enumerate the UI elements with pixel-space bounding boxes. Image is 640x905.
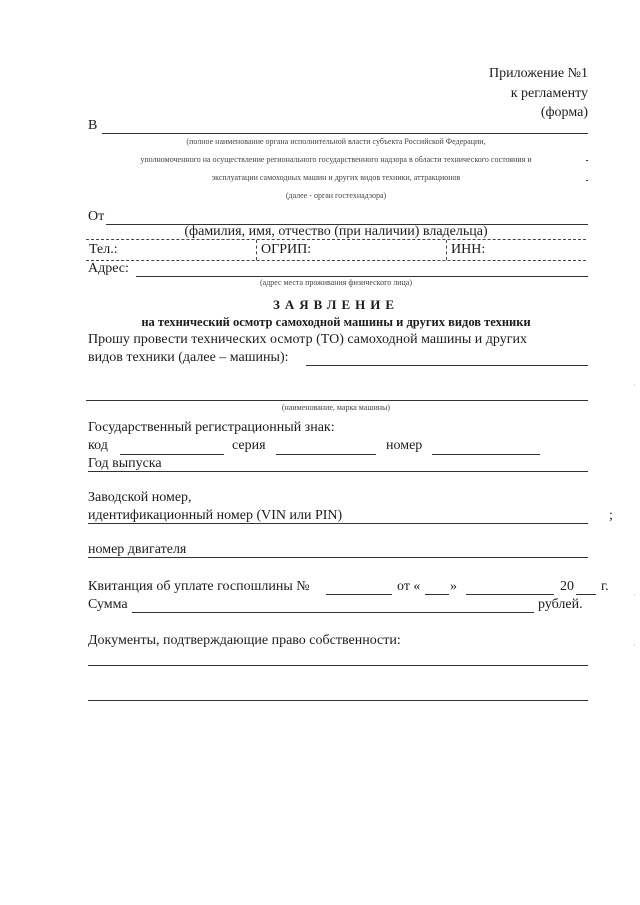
recipient-caption-1: (полное наименование органа исполнительной власти субъекта Российской Федерации, bbox=[186, 137, 486, 146]
receipt-month-field[interactable] bbox=[466, 594, 554, 595]
recipient-caption-2: уполномоченного на осуществление регионального государственного надзора в области технического состояния и bbox=[86, 155, 586, 164]
number-field[interactable] bbox=[432, 454, 540, 455]
sender-prefix: От bbox=[88, 209, 105, 224]
scan-edge-mark: · bbox=[633, 640, 636, 650]
contact-separator bbox=[446, 240, 447, 260]
registration-label: Государственный регистрационный знак: bbox=[88, 420, 335, 435]
address-label: Адрес: bbox=[88, 261, 129, 276]
inn-label: ИНН: bbox=[451, 242, 486, 257]
regulation-label: к регламенту bbox=[510, 86, 588, 101]
receipt-quote-close: » bbox=[450, 579, 457, 594]
sum-field[interactable] bbox=[132, 612, 534, 613]
sender-caption: (фамилия, имя, отчество (при наличии) владельца) bbox=[184, 224, 488, 239]
receipt-year-field[interactable] bbox=[576, 594, 596, 595]
engine-line[interactable] bbox=[88, 557, 588, 558]
recipient-prefix: В bbox=[88, 118, 98, 133]
vin-line[interactable] bbox=[88, 523, 588, 524]
scan-edge-mark: · bbox=[633, 590, 636, 600]
address-caption: (адрес места проживания физического лица) bbox=[259, 278, 412, 287]
code-label: код bbox=[88, 438, 108, 453]
vin-label: идентификационный номер (VIN или PIN) bbox=[88, 508, 343, 523]
receipt-from-label: от « bbox=[397, 579, 421, 594]
receipt-year-suffix: г. bbox=[601, 579, 609, 594]
series-label: серия bbox=[232, 438, 266, 453]
year-label: Год выпуска bbox=[88, 456, 162, 471]
factory-label: Заводской номер, bbox=[88, 490, 192, 505]
documents-line-1[interactable] bbox=[88, 665, 588, 666]
appendix-label: Приложение №1 bbox=[489, 66, 588, 81]
recipient-line[interactable] bbox=[102, 133, 588, 134]
series-field[interactable] bbox=[276, 454, 376, 455]
form-label: (форма) bbox=[540, 105, 588, 120]
tel-label: Тел.: bbox=[89, 242, 118, 257]
request-line-fill[interactable] bbox=[306, 365, 588, 366]
vin-tail: ; bbox=[609, 508, 613, 523]
machine-caption: (наименование, марка машины) bbox=[281, 403, 391, 412]
receipt-year-prefix: 20 bbox=[560, 579, 574, 594]
machine-line[interactable] bbox=[86, 400, 588, 401]
recipient-caption-4: (далее - орган гостехнадзора) bbox=[285, 191, 387, 200]
request-line-2: видов техники (далее – машины): bbox=[88, 350, 289, 365]
currency-label: рублей. bbox=[538, 597, 583, 612]
request-line-1: Прошу провести технических осмотр (ТО) самоходной машины и других bbox=[88, 332, 527, 347]
receipt-label: Квитанция об уплате госпошлины № bbox=[88, 579, 310, 594]
engine-label: номер двигателя bbox=[88, 542, 187, 557]
sum-label: Сумма bbox=[88, 597, 128, 612]
receipt-number-field[interactable] bbox=[326, 594, 392, 595]
code-field[interactable] bbox=[120, 454, 224, 455]
ogrip-label: ОГРИП: bbox=[261, 242, 312, 257]
document-subtitle: на технический осмотр самоходной машины и других видов техники bbox=[141, 315, 531, 329]
receipt-day-field[interactable] bbox=[425, 594, 449, 595]
scan-edge-mark: · bbox=[633, 380, 636, 390]
number-label: номер bbox=[386, 438, 423, 453]
document-title: ЗАЯВЛЕНИЕ bbox=[272, 297, 400, 312]
address-line[interactable] bbox=[136, 276, 588, 277]
year-line[interactable] bbox=[88, 471, 588, 472]
documents-label: Документы, подтверждающие право собственности: bbox=[88, 633, 401, 648]
documents-line-2[interactable] bbox=[88, 700, 588, 701]
contact-row bbox=[86, 239, 586, 261]
contact-separator bbox=[256, 240, 257, 260]
recipient-caption-3: эксплуатации самоходных машин и других видов техники, аттракционов bbox=[86, 173, 586, 182]
